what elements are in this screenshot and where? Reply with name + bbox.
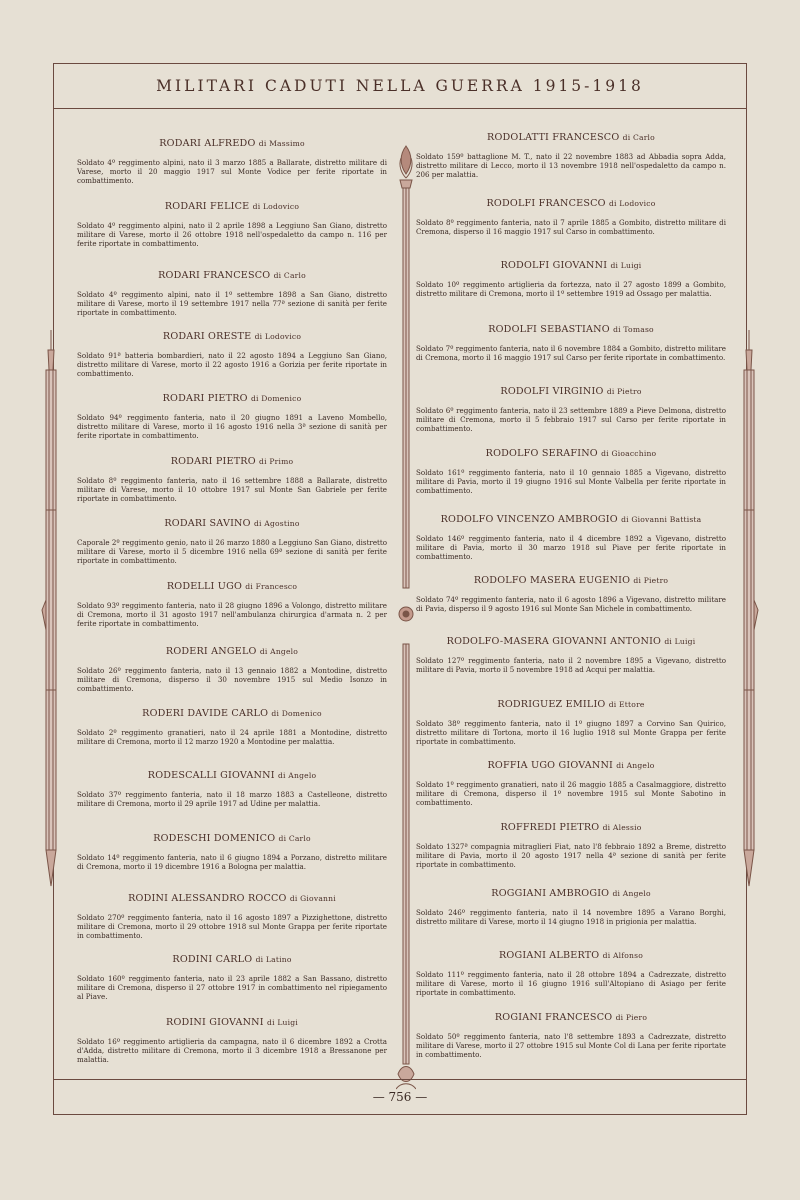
entry-name: RODERI ANGELO — [165, 646, 257, 657]
entry-patronymic: di Lodovico — [254, 332, 302, 341]
entry-text: Soldato 7º reggimento fanteria, nato il 6 novembre 1884 a Gombito, distretto militare di Cremona, morto il 16 maggio 1917 sul Carso per ferite riportate in combattimento. — [416, 344, 726, 363]
entry-name: RODOLFI SEBASTIANO — [488, 324, 610, 335]
entry — [77, 770, 387, 808]
left-fasces-ornament — [40, 330, 62, 890]
entry — [416, 324, 726, 362]
entry-text: Soldato 91ª batteria bombardieri, nato il 22 agosto 1894 a Leggiuno San Giano, distretto militare di Varese, morto il 22 agosto 1916 a Gorizia per ferite riportate in combattimento. — [77, 351, 387, 379]
title-band — [54, 64, 746, 109]
entry-name: RODARI ALFREDO — [159, 138, 256, 149]
entry-text: Soldato 127º reggimento fanteria, nato il 2 novembre 1895 a Vigevano, distretto militare di Pavia, morto il 5 novembre 1918 ad Acqui per malattia. — [416, 656, 726, 675]
entry-text: Soldato 111º reggimento fanteria, nato il 28 ottobre 1894 a Cadrezzate, distretto militare di Varese, morto il 16 giugno 1916 sull'Altopiano di Asiago per ferite riportate in combattimento. — [416, 970, 726, 998]
entry-patronymic: di Luigi — [664, 637, 696, 646]
entry-patronymic: di Domenico — [250, 394, 302, 403]
entry — [416, 888, 726, 926]
entry-text: Soldato 8º reggimento fanteria, nato il 7 aprile 1885 a Gombito, distretto militare di Cremona, disperso il 16 maggio 1917 sul Carso in combattimento. — [416, 218, 726, 237]
entry-text: Soldato 50º reggimento fanteria, nato l'8 settembre 1893 a Cadrezzate, distretto militare di Varese, morto il 27 ottobre 1915 sul Monte Col di Lana per ferite riportate in combattimento. — [416, 1032, 726, 1060]
entry — [416, 132, 726, 180]
entry-name: RODELLI UGO — [166, 581, 243, 592]
page-title: MILITARI CADUTI NELLA GUERRA 1915-1918 — [156, 77, 644, 95]
entry-name: RODARI PIETRO — [170, 456, 256, 467]
entry — [77, 708, 387, 746]
entry-patronymic: di Francesco — [245, 582, 298, 591]
entry — [77, 518, 387, 566]
entry-name: RODOLFI FRANCESCO — [486, 198, 606, 209]
entry-name: RODINI ALESSANDRO ROCCO — [128, 893, 287, 904]
entry-name: RODARI PIETRO — [162, 393, 248, 404]
entry-text: Soldato 1º reggimento granatieri, nato il 26 maggio 1885 a Casalmaggiore, distretto militare di Cremona, disperso il 1º novembre 1915 sul Monte Sabotino in combattimento. — [416, 780, 726, 808]
entry-patronymic: di Alfonso — [602, 951, 643, 960]
entry-name: RODOLATTI FRANCESCO — [487, 132, 620, 143]
entry-patronymic: di Pietro — [606, 387, 642, 396]
entry — [77, 456, 387, 504]
entry-patronymic: di Latino — [255, 955, 292, 964]
entry-text: Caporale 2º reggimento genio, nato il 26 marzo 1880 a Leggiuno San Giano, distretto militare di Varese, morto il 5 dicembre 1916 nella 69ª sezione di sanità per ferite riportate in combattimento. — [77, 538, 387, 566]
entry-patronymic: di Carlo — [273, 271, 306, 280]
entry-text: Soldato 4º reggimento alpini, nato il 1º settembre 1898 a San Giano, distretto militare di Varese, morto il 19 settembre 1917 nella 77ª sezione di sanità per ferite riportate in combattimento. — [77, 290, 387, 318]
entry-text: Soldato 146º reggimento fanteria, nato il 4 dicembre 1892 a Vigevano, distretto militare di Pavia, morto il 30 marzo 1918 sul Piave per ferite riportate in combattimento. — [416, 534, 726, 562]
entry — [416, 699, 726, 747]
entry-name: RODOLFO MASERA EUGENIO — [473, 575, 631, 586]
entry-name: RODRIGUEZ EMILIO — [497, 699, 606, 710]
entry-name: RODOLFI GIOVANNI — [500, 260, 608, 271]
entry-patronymic: di Angelo — [259, 647, 299, 656]
entry-name: RODESCHI DOMENICO — [153, 833, 276, 844]
entry-name: RODOLFO-MASERA GIOVANNI ANTONIO — [446, 636, 662, 647]
entry-text: Soldato 10º reggimento artiglieria da fortezza, nato il 27 agosto 1899 a Gombito, distretto militare di Cremona, morto il 1º settembre 1919 ad Ossago per malattia. — [416, 280, 726, 299]
entry-patronymic: di Lodovico — [609, 199, 656, 208]
entry — [77, 138, 387, 186]
torch-divider — [396, 144, 416, 1104]
entry — [416, 386, 726, 434]
entry-text: Soldato 14º reggimento fanteria, nato il 6 giugno 1894 a Porzano, distretto militare di Cremona, morto il 19 dicembre 1916 a Bologna per malattia. — [77, 853, 387, 872]
entry — [416, 448, 726, 496]
entry-patronymic: di Carlo — [622, 133, 655, 142]
entry — [77, 270, 387, 318]
entry-patronymic: di Agostino — [253, 519, 300, 528]
entry — [77, 393, 387, 441]
entry-text: Soldato 6º reggimento fanteria, nato il 23 settembre 1889 a Pieve Delmona, distretto militare di Cremona, morto il 5 febbraio 1917 sul Carso per ferite riportate in combattimento. — [416, 406, 726, 434]
entry-text: Soldato 74º reggimento fanteria, nato il 6 agosto 1896 a Vigevano, distretto militare di Pavia, disperso il 9 agosto 1916 sul Monte San Michele in combattimento. — [416, 595, 726, 614]
entry-patronymic: di Giovanni — [289, 894, 336, 903]
entry-text: Soldato 38º reggimento fanteria, nato il 1º giugno 1897 a Corvino San Quirico, distretto militare di Tortona, morto il 16 luglio 1918 sul Monte Grappa per ferite riportate in combattimento. — [416, 719, 726, 747]
entry-name: RODERI DAVIDE CARLO — [142, 708, 269, 719]
entry-patronymic: di Luigi — [610, 261, 642, 270]
entry — [416, 760, 726, 808]
entry-patronymic: di Angelo — [612, 889, 651, 898]
entry-patronymic: di Angelo — [277, 771, 317, 780]
entry-text: Soldato 1327ª compagnia mitraglieri Fiat, nato l'8 febbraio 1892 a Breme, distretto militare di Pavia, morto il 20 agosto 1917 nella 4ª sezione di sanità per ferite riportate in combattimento. — [416, 842, 726, 870]
entry-patronymic: di Massimo — [258, 139, 305, 148]
entry-name: RODINI CARLO — [172, 954, 253, 965]
entry-text: Soldato 160º reggimento fanteria, nato il 23 aprile 1882 a San Bassano, distretto militare di Cremona, disperso il 27 ottobre 1917 in combattimento nel ripiegamento al Piave. — [77, 974, 387, 1002]
entry — [416, 636, 726, 674]
entry-name: RODARI ORESTE — [162, 331, 252, 342]
footer-band — [54, 1079, 746, 1114]
entry-patronymic: di Luigi — [267, 1018, 298, 1027]
entry-text: Soldato 26º reggimento fanteria, nato il 13 gennaio 1882 a Montodine, distretto militare di Cremona, disperso il 30 novembre 1915 sul Medio Isonzo in combattimento. — [77, 666, 387, 694]
entry — [416, 1012, 726, 1060]
entry — [77, 954, 387, 1002]
entry — [416, 260, 726, 298]
entry-text: Soldato 93º reggimento fanteria, nato il 28 giugno 1896 a Volongo, distretto militare di Cremona, morto il 31 agosto 1917 nell'ambulanza chirurgica d'armata n. 2 per ferite riportate in combattimento. — [77, 601, 387, 629]
entry-name: RODOLFO SERAFINO — [485, 448, 598, 459]
entry-patronymic: di Angelo — [616, 761, 655, 770]
entry — [77, 893, 387, 941]
entry-patronymic: di Pietro — [633, 576, 669, 585]
entry-text: Soldato 94º reggimento fanteria, nato il 20 giugno 1891 a Laveno Mombello, distretto militare di Varese, morto il 16 agosto 1916 nella 3ª sezione di sanità per ferite riportate in combattimento. — [77, 413, 387, 441]
entry-text: Soldato 4º reggimento alpini, nato il 2 aprile 1898 a Leggiuno San Giano, distretto militare di Varese, morto il 26 ottobre 1918 nell'ospedaletto da campo n. 116 per ferite riportate in combattimento. — [77, 221, 387, 249]
entry-name: ROFFIA UGO GIOVANNI — [487, 760, 614, 771]
page-frame — [53, 63, 747, 1115]
entry-patronymic: di Lodovico — [252, 202, 300, 211]
entry — [77, 833, 387, 871]
entry — [77, 201, 387, 249]
entry — [416, 822, 726, 870]
page-number: — 756 — — [372, 1090, 428, 1104]
entry-name: RODARI SAVINO — [164, 518, 251, 529]
entry — [416, 514, 726, 562]
entry-text: Soldato 270º reggimento fanteria, nato il 16 agosto 1897 a Pizzighettone, distretto militare di Cremona, morto il 29 ottobre 1918 sul Monte Grappa per ferite riportate in combattimento. — [77, 913, 387, 941]
entry-name: ROGIANI FRANCESCO — [494, 1012, 613, 1023]
entry-name: ROGIANI ALBERTO — [499, 950, 600, 961]
entry-patronymic: di Piero — [615, 1013, 648, 1022]
entry-name: RODESCALLI GIOVANNI — [147, 770, 275, 781]
entry-text: Soldato 8º reggimento fanteria, nato il 16 settembre 1888 a Ballarate, distretto militare di Varese, morto il 10 ottobre 1917 sul Monte San Gabriele per ferite riportate in combattimento. — [77, 476, 387, 504]
entry-name: RODINI GIOVANNI — [166, 1017, 264, 1028]
entry-name: RODOLFO VINCENZO AMBROGIO — [440, 514, 618, 525]
entry-text: Soldato 2º reggimento granatieri, nato il 24 aprile 1881 a Montodine, distretto militare di Cremona, morto il 12 marzo 1920 a Montodine per malattia. — [77, 728, 387, 747]
entry — [77, 581, 387, 629]
entry-patronymic: di Gioacchino — [601, 449, 657, 458]
entry — [416, 575, 726, 613]
entry-text: Soldato 16º reggimento artiglieria da campagna, nato il 6 dicembre 1892 a Crotta d'Adda, distretto militare di Cremona, morto il 3 dicembre 1918 a Bressanone per malattia. — [77, 1037, 387, 1065]
entry-patronymic: di Primo — [259, 457, 294, 466]
entry — [416, 198, 726, 236]
entry-patronymic: di Tomaso — [613, 325, 654, 334]
entry-text: Soldato 246º reggimento fanteria, nato il 14 novembre 1895 a Varano Borghi, distretto militare di Varese, morto il 14 giugno 1918 in prigionia per malattia. — [416, 908, 726, 927]
entry-name: RODARI FRANCESCO — [158, 270, 271, 281]
entry-text: Soldato 159º battaglione M. T., nato il 22 novembre 1883 ad Abbadia sopra Adda, distretto militare di Lecco, morto il 13 novembre 1918 nell'ospedaletto da campo n. 206 per malattia. — [416, 152, 726, 180]
entry-name: ROFFREDI PIETRO — [500, 822, 600, 833]
entry-text: Soldato 4º reggimento alpini, nato il 3 marzo 1885 a Ballarate, distretto militare di Varese, morto il 20 maggio 1917 sul Monte Vodice per ferite riportate in combattimento. — [77, 158, 387, 186]
entry-text: Soldato 161º reggimento fanteria, nato il 10 gennaio 1885 a Vigevano, distretto militare di Pavia, morto il 19 giugno 1916 sul Monte Valbella per ferite riportate in combattimento. — [416, 468, 726, 496]
right-fasces-ornament — [738, 330, 760, 890]
entry-patronymic: di Ettore — [608, 700, 645, 709]
entry-patronymic: di Giovanni Battista — [621, 515, 702, 524]
entry — [77, 331, 387, 379]
entry — [416, 950, 726, 998]
entry-text: Soldato 37º reggimento fanteria, nato il 18 marzo 1883 a Castelleone, distretto militare di Cremona, morto il 29 aprile 1917 ad Udine per malattia. — [77, 790, 387, 809]
entry-patronymic: di Alessio — [602, 823, 642, 832]
entry-name: ROGGIANI AMBROGIO — [491, 888, 610, 899]
entry — [77, 1017, 387, 1065]
entry-name: RODARI FELICE — [164, 201, 250, 212]
entry-patronymic: di Carlo — [278, 834, 311, 843]
entry — [77, 646, 387, 694]
entry-name: RODOLFI VIRGINIO — [500, 386, 604, 397]
entry-patronymic: di Domenico — [271, 709, 322, 718]
